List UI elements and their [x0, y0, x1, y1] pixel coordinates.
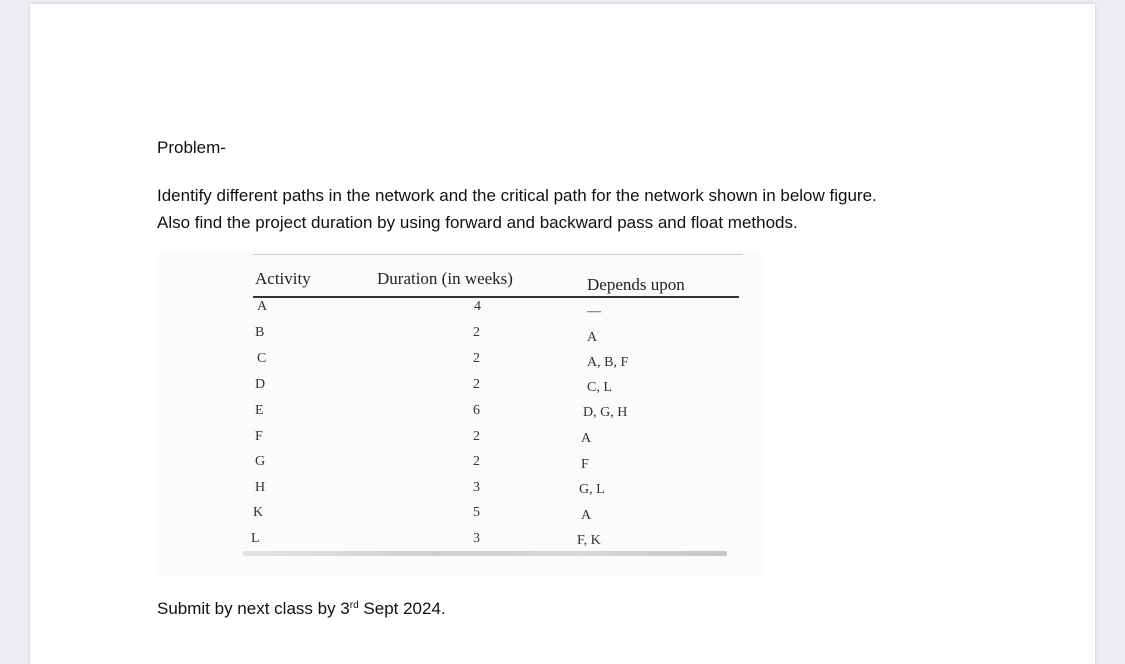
- cell-activity: L: [251, 531, 260, 546]
- cell-activity: D: [255, 377, 266, 392]
- problem-statement: [157, 182, 877, 236]
- table-top-rule: [253, 254, 743, 255]
- cell-activity: B: [255, 325, 265, 340]
- submission-note: [157, 599, 446, 619]
- cell-duration: 6: [473, 403, 480, 418]
- submit-date: Sept 2024.: [358, 599, 446, 618]
- submit-text: Submit by next class by 3: [157, 599, 350, 618]
- problem-heading: Problem-: [157, 138, 226, 157]
- cell-duration: 3: [473, 531, 480, 546]
- header-rule: [253, 296, 739, 298]
- cell-activity: H: [255, 480, 266, 495]
- cell-duration: 2: [473, 325, 480, 340]
- cell-duration: 5: [473, 505, 480, 520]
- instruction-line-2: Also find the project duration by using forward and backward pass and float methods.: [157, 213, 798, 232]
- cell-duration: 2: [473, 454, 480, 469]
- document-page: [30, 4, 1095, 664]
- cell-depends-upon: D, G, H: [583, 405, 628, 420]
- cell-depends-upon: F: [581, 457, 589, 472]
- cell-activity: E: [255, 403, 264, 418]
- cell-depends-upon: F, K: [577, 533, 601, 548]
- cell-depends-upon: C, L: [587, 380, 612, 395]
- cell-activity: K: [253, 505, 264, 520]
- activity-table-image: [157, 253, 763, 577]
- cell-activity: F: [255, 429, 263, 444]
- cell-duration: 3: [473, 480, 480, 495]
- cell-activity: G: [255, 454, 266, 469]
- cell-depends-upon: —: [587, 304, 601, 319]
- cell-depends-upon: A: [581, 431, 592, 446]
- header-activity: Activity: [255, 269, 311, 288]
- header-duration: Duration (in weeks): [377, 269, 513, 288]
- cell-depends-upon: A: [581, 508, 592, 523]
- cell-depends-upon: A, B, F: [587, 355, 629, 370]
- cell-duration: 2: [473, 377, 480, 392]
- cell-depends-upon: A: [587, 330, 598, 345]
- cell-duration: 2: [473, 351, 480, 366]
- table-bottom-rule: [243, 551, 727, 556]
- instruction-line-1: Identify different paths in the network and the critical path for the network shown in below figure.: [157, 186, 877, 205]
- cell-activity: C: [257, 351, 267, 366]
- cell-activity: A: [257, 299, 268, 314]
- header-depends-upon: Depends upon: [587, 275, 685, 294]
- cell-duration: 2: [473, 429, 480, 444]
- submit-ordinal: rd: [349, 600, 359, 611]
- cell-duration: 4: [474, 299, 481, 314]
- cell-depends-upon: G, L: [579, 482, 605, 497]
